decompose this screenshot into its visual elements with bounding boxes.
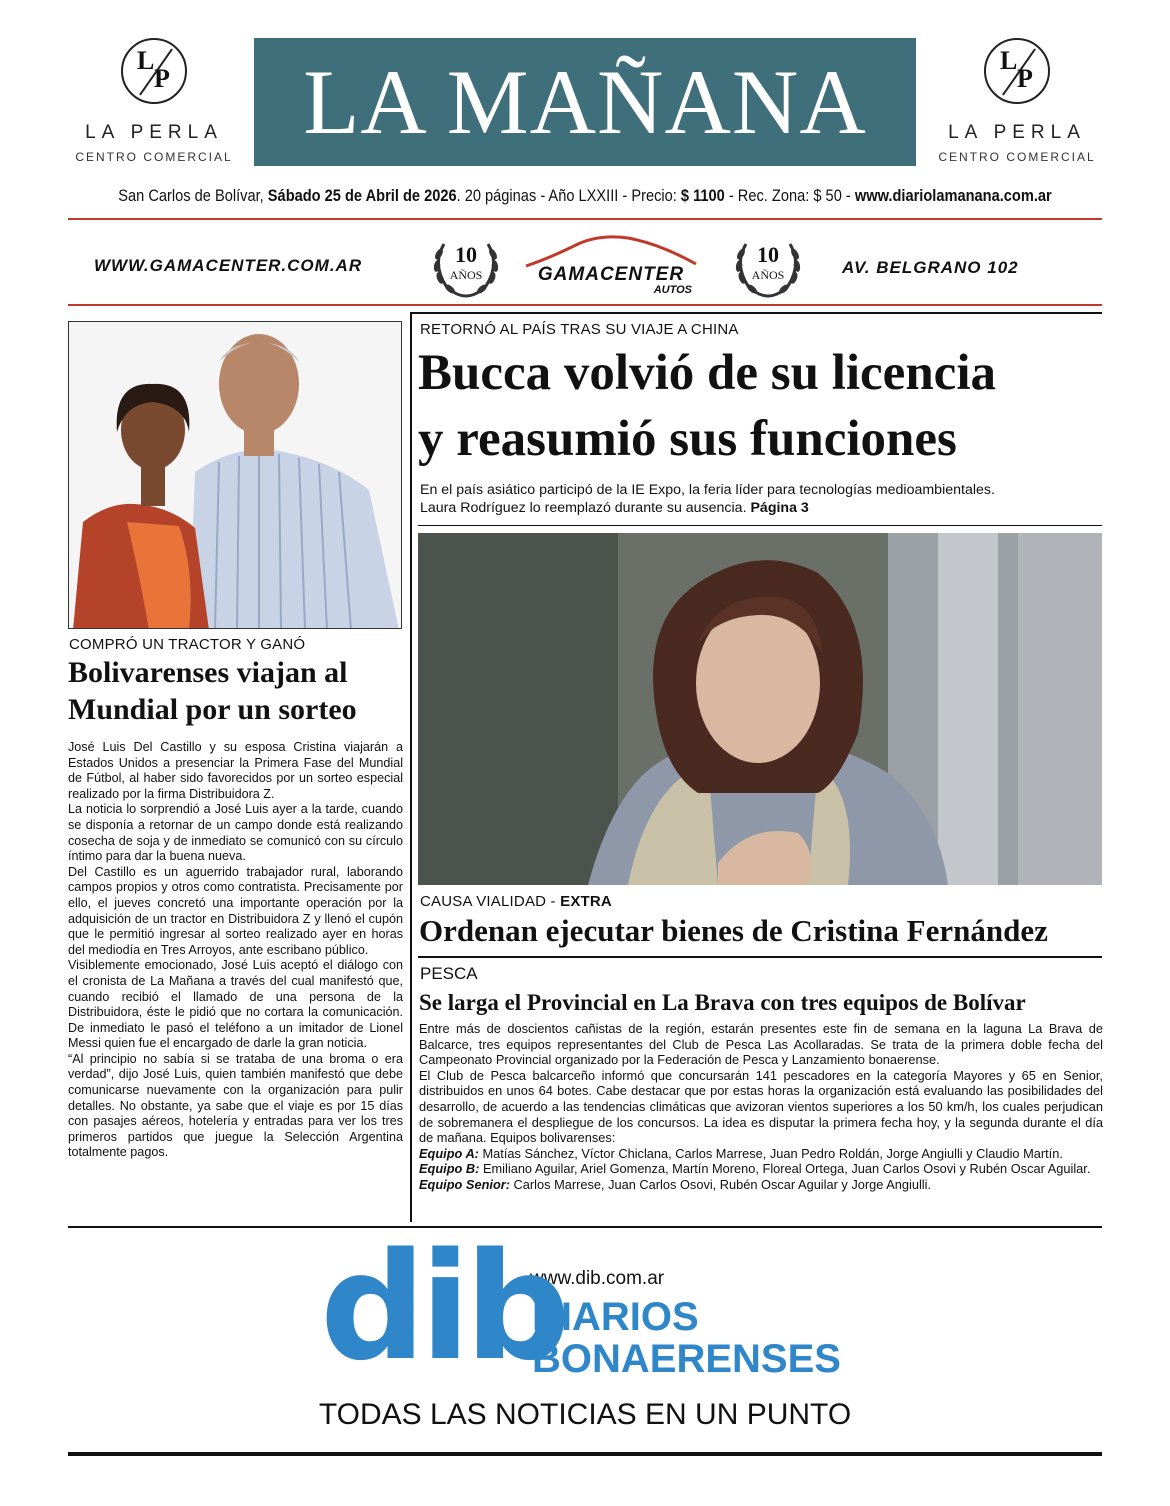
side-story-kicker: COMPRÓ UN TRACTOR Y GANÓ	[69, 636, 306, 653]
la-perla-subtitle: CENTRO COMERCIAL	[75, 150, 233, 164]
la-perla-logo-left	[64, 38, 244, 164]
rule-red-top	[68, 218, 1102, 220]
la-perla-logo-right	[927, 38, 1107, 164]
dib-logo: dib	[320, 1221, 565, 1393]
dateline: San Carlos de Bolívar, Sábado 25 de Abril de 2026. 20 páginas - Año LXXIII - Precio: $ 1100 - Rec. Zona: $ 50 - www.diariolamanana.com.ar	[118, 186, 1052, 205]
vialidad-kicker: CAUSA VIALIDAD - EXTRA	[420, 893, 612, 910]
column-divider	[410, 312, 412, 1222]
rule-vialidad	[418, 956, 1102, 958]
rule-red-bottom	[68, 304, 1102, 306]
badge-label: AÑOS	[751, 268, 785, 282]
badge-label: AÑOS	[449, 268, 483, 282]
la-perla-name: LA PERLA	[948, 122, 1086, 143]
gamacenter-ad	[68, 226, 1102, 302]
dib-name: DIARIOS BONAERENSES	[532, 1295, 841, 1381]
gamacenter-brand: GAMACENTER	[537, 264, 685, 285]
main-story-headline: Bucca volvió de su licencia y reasumió sus funciones	[418, 345, 996, 467]
pesca-kicker: PESCA	[420, 964, 478, 983]
anniversary-badge-right	[728, 230, 808, 300]
la-perla-subtitle: CENTRO COMERCIAL	[938, 150, 1096, 164]
la-perla-mark-icon: L P	[121, 38, 187, 104]
gamacenter-website: WWW.GAMACENTER.COM.AR	[94, 256, 363, 275]
vialidad-headline: Ordenan ejecutar bienes de Cristina Fernández	[419, 913, 1048, 948]
la-perla-mark-icon: L P	[984, 38, 1050, 104]
gamacenter-logo	[520, 230, 702, 298]
pesca-headline: Se larga el Provincial en La Brava con tres equipos de Bolívar	[419, 990, 1026, 1015]
la-perla-name: LA PERLA	[85, 122, 223, 143]
pesca-body: Entre más de doscientos cañistas de la región, estarán presentes este fin de semana en la laguna La Brava de Balcarce, tres equipos representantes del Club de Pesca Las Acollaradas. Se trata de la primera doble fecha del Campeonato Provincial organizado por la Federación de Pesca y Lanzamiento bonaerense. El Club de Pesca balcarceño informó que concursarán 141 pescadores en la categoría Mayores y 65 en Senior, distribuidos en unos 64 botes. Cabe destacar que por estas horas la organización está evaluando las posibilidades del desarrollo, de acuerdo a las tendencias climáticas que avizoran vientos superiores a los 50 km/h, los cuales perjudican de sobremanera el despliegue de los concursos. La idea es disputar la primera fecha hoy, y la segunda durante el día de mañana. Equipos bolivarenses: Equipo A: Matías Sánchez, Víctor Chiclana, Carlos Marrese, Juan Pedro Roldán, Jorge Angiulli y Claudio Martín. Equipo B: Emiliano Aguilar, Ariel Gomenza, Martín Moreno, Floreal Ortega, Juan Carlos Osovi y Rubén Oscar Aguilar. Equipo Senior: Carlos Marrese, Juan Carlos Osovi, Rubén Oscar Aguilar y Jorge Angiulli.	[419, 1021, 1103, 1192]
badge-number: 10	[455, 242, 477, 267]
main-story-kicker: RETORNÓ AL PAÍS TRAS SU VIAJE A CHINA	[420, 321, 739, 338]
rule-summary	[418, 525, 1102, 526]
gamacenter-brand-sub: AUTOS	[653, 284, 692, 296]
cristina-photo	[418, 533, 1102, 885]
dib-ad	[68, 1221, 1102, 1440]
dib-slogan: TODAS LAS NOTICIAS EN UN PUNTO	[318, 1398, 852, 1431]
main-story-summary: En el país asiático participó de la IE Expo, la feria líder para tecnologías medioambientales. Laura Rodríguez lo reemplazó durante su ausencia. Página 3	[420, 482, 995, 516]
newspaper-title: LA MAÑANA	[254, 38, 916, 166]
badge-number: 10	[757, 242, 779, 267]
rule-black	[410, 312, 1102, 314]
rule-bottom-section	[68, 1226, 1102, 1228]
side-story-headline: Bolivarenses viajan al Mundial por un sorteo	[68, 656, 357, 726]
anniversary-badge-left	[426, 230, 506, 300]
couple-photo	[68, 321, 402, 629]
rule-footer	[68, 1452, 1102, 1456]
side-story-body: José Luis Del Castillo y su esposa Cristina viajarán a Estados Unidos a presenciar la Primera Fase del Mundial de Fútbol, al haber sido favorecidos por un sorteo especial realizado por la firma Distribuidora Z. La noticia lo sorprendió a José Luis ayer a la tarde, cuando se disponía a retornar de un campo donde está realizando cosecha de soja y de inmediato se comunicó con su círculo íntimo para dar la buena nueva. Del Castillo es un aguerrido trabajador rural, laborando campos propios y otros como contratista. Precisamente por ello, el jueves concretó una importante operación por la adquisición de un tractor en Distribuidora Z y llenó el cupón que le permitió ingresar al sorteo realizado ayer en horas del mediodía en Tres Arroyos, ante escribano público. Visiblemente emocionado, José Luis aceptó el diálogo con el cronista de La Mañana a través del cual manifestó que, cuando recibió el llamado de una persona de la Distribuidora, éste le pidió que no cortara la comunicación. De inmediato le pasó el teléfono a un imitador de Lionel Messi quien fue el encargado de darle la gran noticia. “Al principio no sabía si se trataba de una broma o era verdad”, dijo José Luis, quien también manifestó que debe comunicarse nuevamente con la organización para pulir detalles. No obstante, ya sabe que el viaje es por 15 días con pasajes aéreos, hotelería y entradas para ver los tres primeros partidos que juegue la Selección Argentina totalmente pagos.	[68, 740, 403, 1160]
dib-url[interactable]: www.dib.com.ar	[530, 1268, 665, 1289]
page-reference[interactable]: Página 3	[750, 500, 809, 516]
gamacenter-address: AV. BELGRANO 102	[842, 258, 1019, 277]
